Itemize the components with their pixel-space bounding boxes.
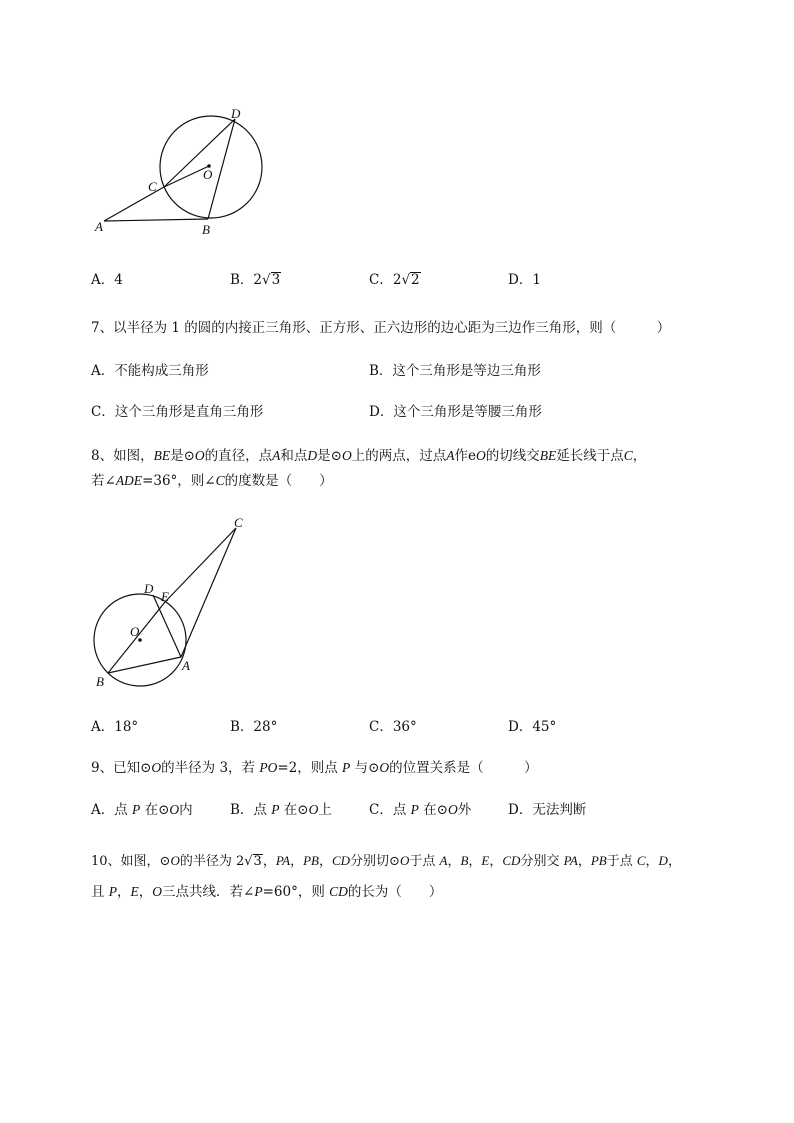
q7-option-b: B．这个三角形是等边三角形 bbox=[369, 363, 541, 379]
t: 在⊙ bbox=[140, 802, 170, 818]
t: =36°，则∠ bbox=[142, 473, 216, 489]
t: ， bbox=[447, 854, 461, 869]
q7-stem: 7、以半径为 1 的圆的内接正三角形、正方形、正六边形的边心距为三边作三角形，则（ ） bbox=[91, 320, 671, 336]
var-o: O bbox=[152, 884, 163, 899]
q6-option-c bbox=[369, 271, 421, 289]
q6-segment-ab bbox=[104, 219, 208, 221]
t: 是⊙ bbox=[317, 448, 342, 464]
t: 的长为（ ） bbox=[347, 884, 443, 900]
t: 的度数是（ ） bbox=[224, 473, 333, 489]
q6-option-b-radicand: 3 bbox=[271, 272, 281, 288]
var-cd: CD bbox=[331, 853, 351, 868]
var-o: O bbox=[194, 448, 205, 463]
t: 的半径为 bbox=[179, 854, 236, 869]
q6-option-a-value: 4 bbox=[114, 272, 123, 288]
t: ， bbox=[468, 854, 482, 869]
var-p: P bbox=[410, 802, 419, 817]
q10-stem-line1 bbox=[91, 852, 681, 871]
t: 和点 bbox=[280, 448, 308, 464]
var-d: D bbox=[307, 448, 318, 463]
var-o: O bbox=[399, 853, 410, 868]
t: 于点 bbox=[409, 854, 440, 869]
t: 的切线交 bbox=[485, 448, 540, 464]
t: 上的两点，过点 bbox=[351, 448, 447, 464]
q9-option-d: D．无法判断 bbox=[508, 802, 587, 818]
t: ， bbox=[138, 884, 153, 900]
t: 分别切⊙ bbox=[350, 854, 400, 869]
var-o: O bbox=[170, 853, 180, 868]
q8-label-o: O bbox=[130, 624, 140, 639]
t: ， bbox=[290, 854, 304, 869]
q6-label-d: D bbox=[231, 106, 241, 121]
q8-label-d: D bbox=[144, 581, 154, 596]
t: =2，则点 bbox=[277, 760, 343, 776]
t: 的半径为 3，若 bbox=[161, 760, 260, 776]
q9-option-c bbox=[369, 801, 471, 819]
var-e: E bbox=[481, 853, 490, 868]
var-p: P bbox=[254, 884, 263, 899]
t: 在⊙ bbox=[279, 802, 309, 818]
var-ade: ADE bbox=[115, 473, 143, 488]
q6-label-a: A bbox=[95, 219, 103, 234]
var-o: O bbox=[379, 760, 390, 775]
var-o: O bbox=[169, 802, 180, 817]
var-o: O bbox=[341, 448, 352, 463]
t: ， bbox=[645, 854, 659, 869]
var-o: O bbox=[308, 802, 319, 817]
q6-option-c-coef: 2 bbox=[392, 272, 402, 288]
var-c: C bbox=[636, 853, 646, 868]
var-c: C bbox=[623, 448, 633, 463]
var-a: A bbox=[446, 448, 455, 463]
q6-option-c-radicand: 2 bbox=[411, 272, 420, 288]
q8-figure bbox=[88, 512, 258, 692]
q6-option-b bbox=[230, 271, 281, 289]
t: 上 bbox=[318, 802, 332, 818]
q8-segment-ac bbox=[181, 528, 236, 657]
t: 三点共线．若∠ bbox=[162, 884, 255, 900]
q9-stem bbox=[91, 759, 538, 777]
q6-option-a bbox=[91, 271, 123, 289]
t: 内 bbox=[179, 802, 193, 818]
radius-coef: 2 bbox=[235, 854, 245, 869]
q6-option-b-letter: B． bbox=[230, 272, 254, 288]
t: 在⊙ bbox=[418, 802, 448, 818]
radius-sqrt: √3 bbox=[244, 854, 262, 869]
q8-option-c: C．36° bbox=[369, 719, 417, 735]
var-po: PO bbox=[259, 760, 278, 775]
q7-option-a: A．不能构成三角形 bbox=[91, 363, 209, 379]
var-p: P bbox=[108, 884, 118, 899]
q8-option-a: A．18° bbox=[91, 719, 139, 735]
var-e: E bbox=[130, 884, 139, 899]
t: ， bbox=[667, 854, 681, 869]
q8-stem-line2 bbox=[91, 472, 333, 490]
var-cd: CD bbox=[502, 853, 521, 868]
var-pa: PA bbox=[275, 853, 291, 868]
t: ， bbox=[489, 854, 503, 869]
q6-segment-cd bbox=[164, 119, 235, 187]
var-pb: PB bbox=[303, 853, 319, 868]
t: ， bbox=[318, 854, 332, 869]
var-pa: PA bbox=[563, 853, 578, 868]
t: 延长线于点 bbox=[556, 448, 624, 464]
q9-option-a bbox=[91, 801, 193, 819]
q6-option-c-sqrt: √2 bbox=[401, 272, 420, 288]
t: B．点 bbox=[230, 802, 272, 818]
q8-segment-ec bbox=[165, 528, 236, 602]
var-o: O bbox=[447, 802, 458, 817]
q8-label-a: A bbox=[182, 658, 190, 673]
t: 的直径，点 bbox=[204, 448, 273, 464]
var-b: B bbox=[460, 853, 469, 868]
q10-stem-line2 bbox=[91, 883, 442, 901]
t: 8、如图， bbox=[91, 448, 154, 464]
q6-option-c-letter: C． bbox=[369, 272, 393, 288]
radius-radicand: 3 bbox=[253, 854, 262, 869]
q6-option-b-coef: 2 bbox=[253, 272, 263, 288]
q8-label-e: E bbox=[161, 589, 169, 604]
q6-label-b: B bbox=[202, 222, 210, 237]
t: C．点 bbox=[369, 802, 411, 818]
t: 的位置关系是（ ） bbox=[389, 760, 538, 776]
var-be: BE bbox=[539, 448, 557, 463]
var-pb: PB bbox=[590, 853, 607, 868]
var-p: P bbox=[132, 802, 141, 817]
var-p: P bbox=[342, 760, 351, 775]
var-a: A bbox=[439, 853, 448, 868]
q8-option-d: D．45° bbox=[508, 719, 557, 735]
q6-option-d bbox=[508, 271, 541, 289]
q9-option-b bbox=[230, 801, 332, 819]
t: ， bbox=[577, 854, 591, 869]
q8-label-b: B bbox=[96, 674, 104, 689]
q8-option-b: B．28° bbox=[230, 719, 278, 735]
t: A．点 bbox=[91, 802, 133, 818]
var-p: P bbox=[271, 802, 280, 817]
t: 作e bbox=[454, 448, 476, 464]
q8-stem-line1 bbox=[91, 447, 646, 465]
var-c: C bbox=[215, 473, 225, 488]
t: ， bbox=[117, 884, 131, 900]
t: 外 bbox=[457, 802, 472, 818]
t: 10、如图，⊙ bbox=[91, 854, 171, 869]
t: ， bbox=[632, 448, 647, 464]
q6-option-d-letter: D． bbox=[508, 272, 533, 288]
q7-option-d: D．这个三角形是等腰三角形 bbox=[369, 404, 542, 420]
t: =60°，则 bbox=[262, 884, 330, 900]
q6-label-o: O bbox=[203, 167, 213, 182]
t: 分别交 bbox=[520, 854, 564, 869]
q7-option-c: C．这个三角形是直角三角形 bbox=[91, 404, 264, 420]
q6-option-a-letter: A． bbox=[91, 272, 115, 288]
t: 且 bbox=[91, 884, 109, 900]
var-o: O bbox=[475, 448, 486, 463]
t: 若∠ bbox=[91, 473, 116, 489]
q8-segment-da bbox=[153, 595, 181, 657]
var-d: D bbox=[658, 853, 668, 868]
var-o: O bbox=[151, 760, 162, 775]
t: 9、已知⊙ bbox=[91, 760, 152, 776]
t: ， bbox=[262, 854, 276, 869]
var-cd: CD bbox=[329, 884, 348, 899]
var-a: A bbox=[272, 448, 281, 463]
q6-option-d-value: 1 bbox=[532, 272, 541, 288]
t: 于点 bbox=[606, 854, 637, 869]
t: 与⊙ bbox=[350, 760, 380, 776]
q8-label-c: C bbox=[234, 515, 243, 530]
q6-figure bbox=[88, 100, 278, 240]
t: 是⊙ bbox=[170, 448, 195, 464]
q6-label-c: C bbox=[148, 179, 157, 194]
q6-option-b-sqrt: √3 bbox=[262, 272, 281, 288]
var-be: BE bbox=[153, 448, 171, 463]
